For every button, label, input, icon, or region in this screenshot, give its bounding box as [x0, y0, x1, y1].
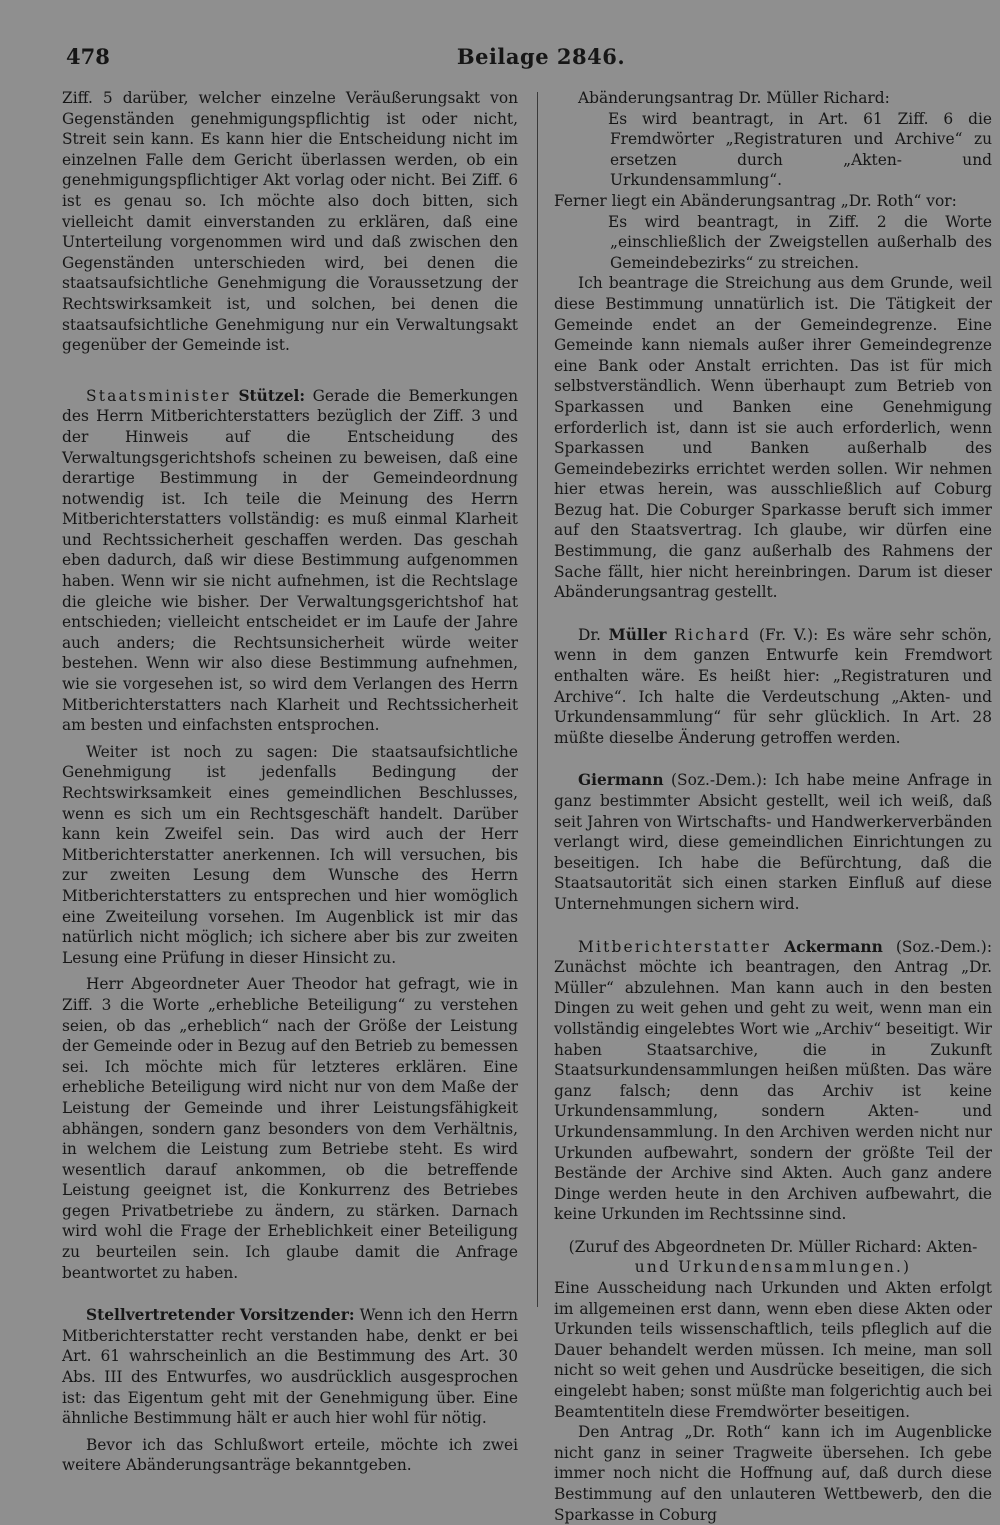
speech-text: Gerade die Bemerkungen des Herrn Mitberichterstatters bezüglich der Ziff. 3 und der Hinweis auf die Entscheidung des Verwaltungsgerichtshofs scheinen zu beweisen, daß eine derartige Bestimmung in der Gemeindeordnung notwendig ist. Ich teile die Meinung des Herrn Mitberichterstatters vollständig: es muß einmal Klarheit und Rechtssicherheit geschaffen werden. Das geschah eben dadurch, daß wir diese Bestimmung aufgenommen haben. Wenn wir sie nicht aufnehmen, ist die Rechtslage die gleiche wie bisher. Der Verwaltungsgerichtshof hat entschieden; vielleicht entscheidet er im Laufe der Jahre auch anders; die Rechtsunsicherheit würde weiter bestehen. Wenn wir also diese Bestimmung aufnehmen, wie sie vorgesehen ist, so wird dem Verlangen des Herrn Mitberichterstatters nach Klarheit und Rechtssicherheit am besten und einfachsten entsprochen. [62, 386, 518, 735]
speech-text: Ich habe meine Anfrage in ganz bestimmter Absicht gestellt, weil ich weiß, daß seit Jahren von Wirtschafts- und Handwerkerverbänden verlangt wird, diese gemeindlichen Einrichtungen zu beseitigen. Ich habe die Befürchtung, daß die Staatsautorität sich einen starken Einfluß auf diese Unternehmungen sichern wird. [554, 771, 992, 913]
speaker-name: Müller [608, 625, 667, 644]
paragraph: Ziff. 5 darüber, welcher einzelne Veräußerungsakt von Gegenständen genehmigungspflichtig ist oder nicht, Streit sein kann. Es kann hier die Entscheidung nicht im einzelnen Falle dem Gericht überlassen werden, ob ein genehmigungspflichtiger Akt vorlag oder nicht. Bei Ziff. 6 ist es genau so. Ich möchte also doch bitten, sich vielleicht damit einverstanden zu erklären, daß eine Unterteilung vorgenommen wird und daß zwischen den Gegenständen unterschieden wird, bei denen die staatsaufsichtliche Genehmigung die Voraussetzung der Rechtswirksamkeit ist, und solchen, bei denen die staatsaufsichtliche Genehmigung nur ein Verwaltungsakt gegenüber der Gemeinde ist. [62, 89, 518, 355]
speech-vice-chair [62, 1305, 518, 1429]
motion-heading: Abänderungsantrag Dr. Müller Richard: [578, 89, 890, 107]
speaker-role: Mitberichterstatter [578, 937, 772, 956]
speech-giermann [554, 770, 992, 914]
interjection [554, 1237, 992, 1278]
paragraph: Weiter ist noch zu sagen: Die staatsaufsichtliche Genehmigung ist jedenfalls Bedingung der Rechtswirksamkeit eines gemeindlichen Beschlusses, wenn es sich um ein Rechtsgeschäft handelt. Darüber kann kein Zweifel sein. Das wird auch der Herr Mitberichterstatter anerkennen. Ich will versuchen, bis zur zweiten Lesung dem Wunsche des Herrn Mitberichterstatters zu entsprechen und hier womöglich eine Zweiteilung vorsehen. Im Augenblick ist mir das natürlich nicht möglich; ich sichere aber bis zur zweiten Lesung eine Prüfung in dieser Hinsicht zu. [62, 742, 518, 967]
motion-text: Es wird beantragt, in Ziff. 2 die Worte „einschließlich der Zweigstellen außerhalb des Gemeindebezirks“ zu streichen. [608, 212, 992, 272]
column-divider [537, 92, 538, 1307]
speaker-name: Giermann [578, 771, 664, 790]
paragraph: Ferner liegt ein Abänderungsantrag „Dr. Roth“ vor: [554, 191, 957, 210]
speech-text: Zunächst möchte ich beantragen, den Antrag „Dr. Müller“ abzulehnen. Man kann auch in den besten Dingen zu weit gehen und geht zu weit, wenn man ein vollständig eingelebtes Wort wie „Archiv“ beseitigt. Wir haben Staatsarchive, die in Zukunft Staatsurkundensammlungen heißen müßten. Das wäre ganz falsch; denn das Archiv ist keine Urkundensammlung, sondern Akten- und Urkundensammlung. In den Archiven werden nicht nur Urkunden aufbewahrt, sondern der größte Teil der Bestände der Archive sind Akten. Auch ganz andere Dinge werden heute in den Archiven aufbewahrt, die keine Urkunden im Rechtssinne sind. [554, 958, 992, 1224]
right-column [554, 88, 992, 1525]
interjection-line: (Zuruf des Abgeordneten Dr. Müller Richard: Akten- [568, 1237, 978, 1256]
speaker-name: Stützel: [238, 386, 306, 405]
speech-mueller [554, 625, 992, 749]
paragraph: Bevor ich das Schlußwort erteile, möchte ich zwei weitere Abänderungsanträge bekanntgeben. [62, 1435, 518, 1475]
speaker-name: Ackermann [784, 937, 883, 956]
paragraph: Den Antrag „Dr. Roth“ kann ich im Augenblicke nicht ganz in seiner Tragweite übersehen. Ich gebe immer noch nicht die Hoffnung auf, daß durch diese Bestimmung auf den unlauteren Wettbewerb, den die Sparkasse in Coburg [554, 1423, 992, 1524]
page-header [66, 44, 976, 80]
speaker-title: Dr. [578, 625, 601, 644]
speaker-party: (Fr. V.): [758, 625, 819, 644]
paragraph: Eine Ausscheidung nach Urkunden und Akten erfolgt im allgemeinen erst dann, wenn eben diese Akten oder Urkunden teils wissenschaftlich, teils pfleglich auf die Dauer behandelt werden müssen. Ich meine, man soll nicht so weit gehen und Ausdrücke beseitigen, die sich eingelebt haben; sonst müßte man folgerichtig auch bei Beamtentiteln diese Fremdwörter beseitigen. [554, 1279, 992, 1421]
left-column [62, 88, 518, 1476]
page-number: 478 [66, 44, 110, 69]
running-title: Beilage 2846. [456, 44, 626, 69]
speech-text: Wenn ich den Herrn Mitberichterstatter recht verstanden habe, denkt er bei Art. 61 wahrscheinlich an die Bestimmung des Art. 30 Abs. III des Entwurfes, wo ausdrücklich ausgesprochen ist: das Eigentum geht mit der Genehmigung über. Eine ähnliche Bestimmung hält er auch hier wohl für nötig. [62, 1306, 518, 1428]
interjection-line: und Urkundensammlungen.) [634, 1258, 912, 1277]
speaker-role: Staatsminister [86, 386, 231, 405]
speaker-party: (Soz.-Dem.): [671, 771, 768, 790]
paragraph: Ich beantrage die Streichung aus dem Grunde, weil diese Bestimmung unnatürlich ist. Die Tätigkeit der Gemeinde endet an der Gemeindegrenze. Eine Gemeinde kann niemals außer ihrer Gemeindegrenze eine Bank oder Anstalt errichten. Das ist für mich selbstverständlich. Wenn überhaupt zum Betrieb von Sparkassen und Banken eine Genehmigung erforderlich ist, dann ist sie auch erforderlich, wenn Sparkassen und Banken außerhalb des Gemeindebezirks errichtet werden sollen. Wir nehmen hier etwas herein, was ausschließlich auf Coburg Bezug hat. Die Coburger Sparkasse beruft sich immer auf den Staatsvertrag. Ich glaube, wir dürfen eine Bestimmung, die ganz außerhalb des Rahmens der Sache fällt, hier nicht hereinbringen. Darum ist dieser Abänderungsantrag gestellt. [554, 274, 992, 602]
speaker-given-name: Richard [674, 625, 752, 644]
paragraph: Herr Abgeordneter Auer Theodor hat gefragt, wie in Ziff. 3 die Worte „erhebliche Beteiligung“ zu verstehen seien, ob das „erheblich“ nach der Größe der Leistung der Gemeinde oder in Bezug auf den Betrieb zu bemessen sei. Ich möchte mich für letzteres erklären. Eine erhebliche Beteiligung wird nicht nur von dem Maße der Leistung der Gemeinde und ihrer Leistungsfähigkeit abhängen, sondern ganz besonders von dem Verhältnis, in welchem die Leistung zum Betriebe steht. Es wird wesentlich darauf ankommen, ob die betreffende Leistung geeignet ist, die Konkurrenz des Betriebes gegen Privatbetriebe zu ändern, zu stärken. Darnach wird wohl die Frage der Erheblichkeit einer Beteiligung zu beurteilen sein. Ich glaube damit die Anfrage beantwortet zu haben. [62, 975, 518, 1282]
speaker-name: Stellvertretender Vorsitzender: [86, 1306, 355, 1325]
speech-stuetzel [62, 386, 518, 736]
speech-text: Es wäre sehr schön, wenn in dem ganzen Entwurfe kein Fremdwort enthalten wäre. Es heißt hier: „Registraturen und Archive“. Ich halte die Verdeutschung „Akten- und Urkundensammlung“ für sehr glücklich. In Art. 28 müßte dieselbe Änderung getroffen werden. [554, 625, 992, 747]
speech-ackermann [554, 937, 992, 1225]
motion-text: Es wird beantragt, in Art. 61 Ziff. 6 die Fremdwörter „Registraturen und Archive“ zu ersetzen durch „Akten- und Urkundensammlung“. [608, 109, 992, 190]
speaker-party: (Soz.-Dem.): [895, 937, 992, 956]
